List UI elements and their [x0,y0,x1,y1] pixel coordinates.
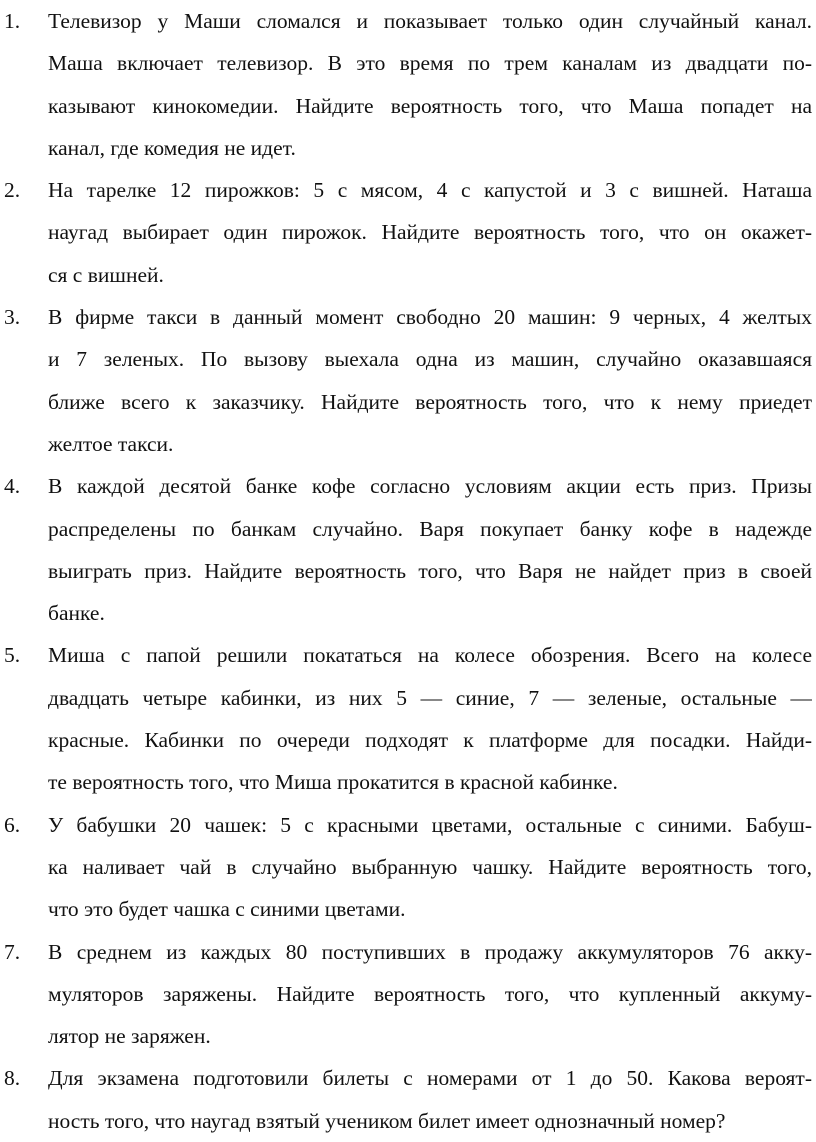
problem-number: 4. [4,474,21,499]
problem-text-line: ность того, что наугад взятый учеником билет имеет однозначный номер? [48,1108,726,1133]
problem-number: 6. [4,812,21,837]
problem-text-line: Миша с папой решили покататься на колесе обозрения. Всего на колесе [48,643,812,668]
problem-text-line: канал, где комедия не идет. [48,135,296,160]
problem-text-line: ближе всего к заказчику. Найдите вероятность того, что к нему приедет [48,389,812,414]
problem-text-line: Маша включает телевизор. В это время по трем каналам из двадцати по- [48,51,812,76]
problem-number: 3. [4,305,21,330]
problem-item [0,804,812,931]
problem-number: 5. [4,643,21,668]
problem-item [0,931,812,1058]
problem-text-line: красные. Кабинки по очереди подходят к платформе для посадки. Найди- [48,728,812,753]
problem-item [0,634,812,803]
problem-text-line: наугад выбирает один пирожок. Найдите вероятность того, что он окажет- [48,220,812,245]
problem-text-line: выиграть приз. Найдите вероятность того, что Варя не найдет приз в своей [48,558,812,583]
problem-text-line: ся с вишней. [48,262,164,287]
problem-text-line: что это будет чашка с синими цветами. [48,897,406,922]
problem-number: 2. [4,178,21,203]
problem-number: 8. [4,1066,21,1091]
problem-text-line: ка наливает чай в случайно выбранную чашку. Найдите вероятность того, [48,854,812,879]
problem-text-line: и 7 зеленых. По вызову выехала одна из машин, случайно оказавшаяся [48,347,812,372]
problem-text-line: желтое такси. [48,431,174,456]
problem-text-line: На тарелке 12 пирожков: 5 с мясом, 4 с капустой и 3 с вишней. Наташа [48,178,812,203]
problem-text-line: В каждой десятой банке кофе согласно условиям акции есть приз. Призы [48,474,812,499]
problem-text-line: банке. [48,601,105,626]
problem-text-line: муляторов заряжены. Найдите вероятность того, что купленный аккуму- [48,981,812,1006]
problem-item [0,296,812,465]
problem-text-line: распределены по банкам случайно. Варя покупает банку кофе в надежде [48,516,812,541]
problem-number: 7. [4,939,21,964]
problem-text-line: В среднем из каждых 80 поступивших в продажу аккумуляторов 76 акку- [48,939,812,964]
problem-text-line: У бабушки 20 чашек: 5 с красными цветами, остальные с синими. Бабуш- [48,812,812,837]
problem-item [0,169,812,296]
problem-item [0,465,812,634]
problem-text-line: Телевизор у Маши сломался и показывает только один случайный канал. [48,9,812,33]
problem-text-line: двадцать четыре кабинки, из них 5 — синие, 7 — зеленые, остальные — [48,685,812,710]
problem-text-line: Для экзамена подготовили билеты с номерами от 1 до 50. Какова вероят- [48,1066,812,1091]
problem-text-line: В фирме такси в данный момент свободно 20 машин: 9 черных, 4 желтых [48,305,812,330]
problem-text-line: лятор не заряжен. [48,1024,211,1049]
problem-item [0,1057,812,1142]
problem-text-line: те вероятность того, что Миша прокатится в красной кабинке. [48,770,618,795]
problem-text-line: казывают кинокомедии. Найдите вероятность того, что Маша попадет на [48,93,812,118]
problem-number: 1. [4,9,21,33]
problem-item [0,0,812,169]
